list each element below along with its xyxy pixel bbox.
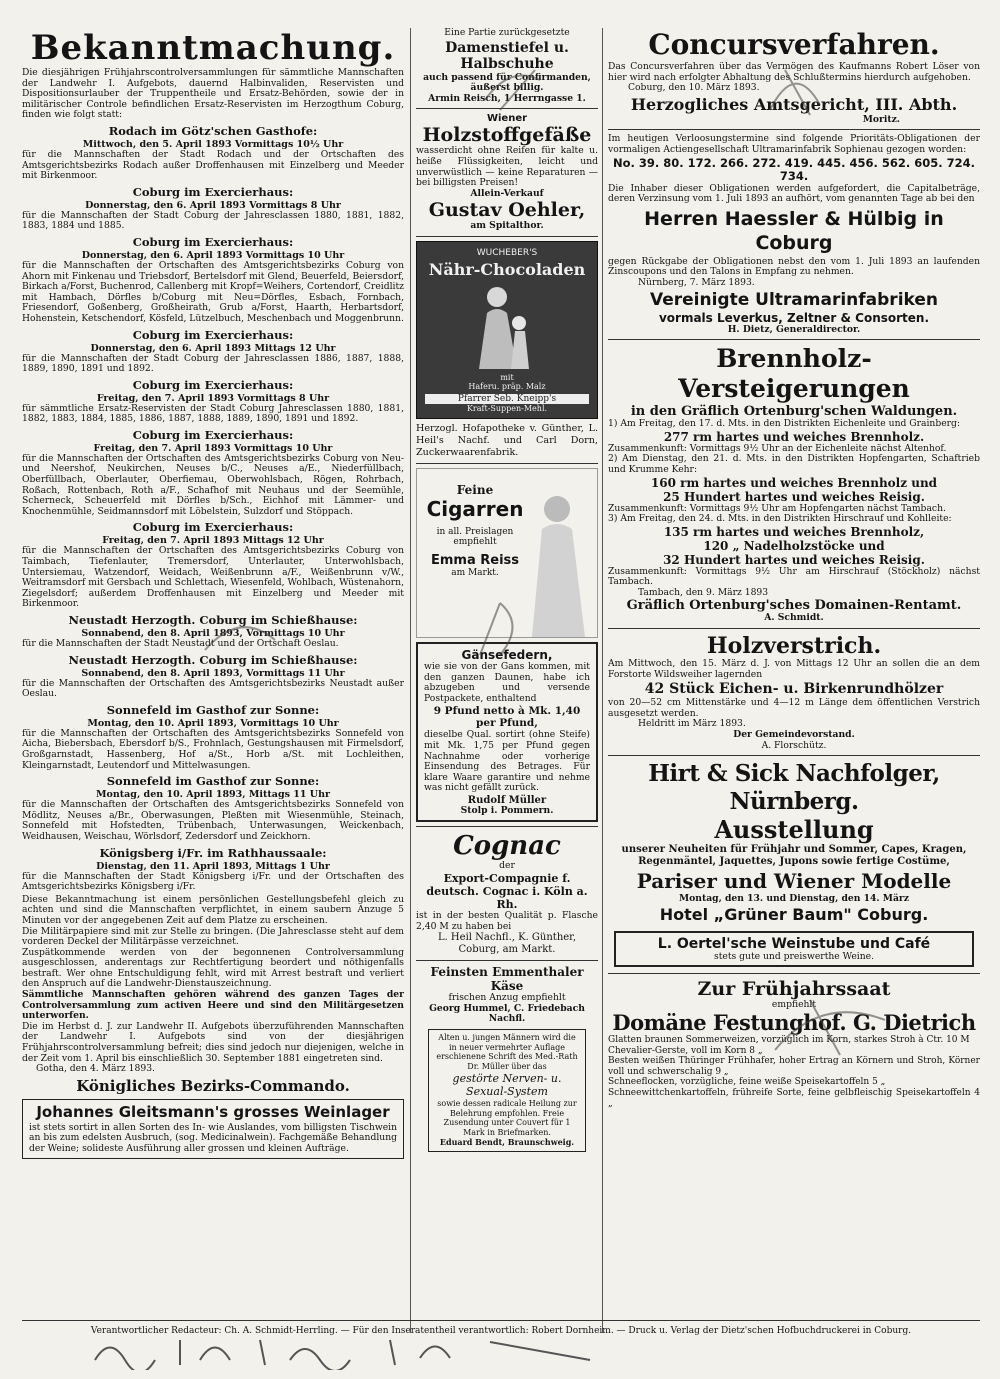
ad-chocolate-text: Herzogl. Hofapotheke v. Günther, L. Heil's Nachf. und Carl Dorn, Zuckerwaarenfabrik.: [416, 422, 598, 458]
ad-firewood-office: Gräflich Ortenburg'sches Domainen-Rentamt.: [626, 598, 962, 614]
session-participants: für die Mannschaften der Stadt Rodach und der Ortschaften des Amtsgerichtsbezirks Rodach außer Droffenhausen mit Einzelberg und Meeder mit Birkenmoor.: [22, 148, 404, 182]
announcement-closing: Sämmtliche Mannschaften gehören während des ganzen Tages der Controlversammlung zum activen Heere und sind den Militärgesetzen unterworfen.: [22, 989, 404, 1022]
ad-bonds-sign: H. Dietz, Generaldirector.: [727, 323, 861, 335]
ad-feathers-title: Gänsefedern,: [461, 647, 553, 662]
announcement-blocks: [22, 124, 404, 893]
session-time: Freitag, den 7. April 1893 Vormittags 10 Uhr: [93, 442, 333, 454]
ad-nervous-text2: sowie dessen radicale Heilung zur Belehrung empfohlen. Freie Zusendung unter Couvert für 1 Mark in Briefmarken.: [437, 1099, 577, 1137]
session-place: Sonnefeld im Gasthof zur Sonne:: [106, 702, 320, 717]
ad-firewood-amount: 32 Hundert hartes und weiches Reisig.: [663, 552, 925, 567]
ad-bonds-company2: vormals Leverkus, Zeltner & Consorten.: [658, 310, 930, 325]
ad-weinstube-text: stets gute und preiswerthe Weine.: [713, 950, 875, 962]
ad-concurs-date: Coburg, den 10. März 1893.: [628, 82, 760, 94]
ad-bonds-bank: Herren Haessler & Hülbig in Coburg: [644, 207, 944, 254]
ad-cognac-dealer: L. Heil Nachfl., K. Günther, Coburg, am Markt.: [437, 932, 577, 956]
session-place: Neustadt Herzogth. Coburg im Schießhause:: [68, 652, 358, 667]
session-place: Coburg im Exercierhaus:: [132, 427, 294, 442]
ad-timber-board: Der Gemeindevorstand.: [733, 729, 855, 741]
session-place: Königsberg i/Fr. im Rathhaussaale:: [99, 845, 327, 860]
ad-shoes-title: Damenstiefel u. Halbschuhe: [445, 39, 569, 72]
ad-concurs-sign: Moritz.: [862, 113, 900, 125]
session-place: Coburg im Exercierhaus:: [132, 184, 294, 199]
ad-feathers-price: 9 Pfund netto à Mk. 1,40 per Pfund,: [433, 705, 581, 730]
ad-nervous-name: Eduard Bendt, Braunschweig.: [439, 1137, 575, 1148]
ad-firewood-title: Brennholz-Versteigerungen: [678, 344, 910, 404]
ad-fashion-dates: Montag, den 13. und Dienstag, den 14. März: [679, 893, 909, 905]
ad-firewood-item: 1) Am Freitag, den 17. d. Mts. in den Distrikten Eichenleite und Grainberg:: [608, 418, 961, 430]
mother-child-illustration: [457, 279, 557, 369]
handwritten-mark: [470, 595, 530, 665]
divider: [608, 973, 980, 974]
handwritten-mark: [770, 990, 890, 1060]
ad-firewood-amount: 277 rm hartes und weiches Brennholz.: [663, 429, 925, 444]
column-middle: [416, 28, 598, 1156]
session-participants: für die Mannschaften der Stadt Neustadt und der Ortschaft Oeslau.: [22, 638, 339, 649]
handwritten-mark: [200, 600, 280, 660]
ad-firewood-amount: 135 rm hartes und weiches Brennholz,: [663, 524, 925, 539]
ad-weinlager: [22, 1099, 404, 1159]
ad-vessels-addr: am Spitalthor.: [470, 220, 544, 232]
newspaper-page: [22, 28, 980, 1348]
ad-cheese-text: frischen Anzug empfiehlt: [448, 992, 566, 1004]
announcement-date: Gotha, den 4. März 1893.: [36, 1063, 155, 1075]
session-place: Rodach im Götz'schen Gasthofe:: [108, 123, 318, 138]
ad-firewood-amount: 160 rm hartes und weiches Brennholz und: [650, 475, 938, 490]
ad-fashion-hotel: Hotel „Grüner Baum" Coburg.: [659, 904, 929, 924]
ad-vessels-name: Gustav Oehler,: [428, 199, 586, 222]
session-time: Sonnabend, den 8. April 1893, Vormittags 11 Uhr: [81, 667, 345, 679]
divider: [608, 755, 980, 756]
imprint-footer: Verantwortlicher Redacteur: Ch. A. Schmidt-Herrling. — Für den Inseratentheil verantwortlich: Robert Dornheim. — Druck u. Verlag der Dietz'schen Hofbuchdruckerei in Coburg.: [22, 1320, 980, 1337]
seed-row: Schneeflocken, vorzügliche, feine weiße Speisekartoffeln 5 „: [608, 1077, 886, 1088]
divider: [416, 960, 598, 961]
ad-vessels-top: Wiener: [486, 113, 528, 125]
ad-firewood-amount: 120 „ Nadelholzstöcke und: [703, 538, 885, 553]
divider: [416, 826, 598, 827]
announcement-title: Bekanntmachung.: [30, 28, 396, 68]
ad-shoes-line2: auch passend für Confirmanden, äußerst billig.: [423, 71, 591, 94]
session-time: Mittwoch, den 5. April 1893 Vormittags 10½ Uhr: [82, 138, 344, 150]
ad-fashion-text: unserer Neuheiten für Frühjahr und Sommer, Capes, Kragen, Regenmäntel, Jaquettes, Jupons sowie fertige Costüme,: [621, 844, 967, 868]
ad-timber-sign: A. Florschütz.: [761, 739, 827, 751]
ad-cheese-title: Feinsten Emmenthaler Käse: [430, 965, 584, 994]
ad-bonds-numbers: No. 39. 80. 172. 266. 272. 419. 445. 456. 562. 605. 724. 734.: [612, 155, 976, 183]
ad-nervous-text1: Alten u. jungen Männern wird die in neuer vermehrter Auflage erschienene Schrift des Med.-Rath Dr. Müller über das: [436, 1033, 578, 1071]
column-left: [22, 28, 404, 1163]
seed-row: Schneewittchenkartoffeln, frühreife Sorte, feine gelbfleischig Speisekartoffeln 4 „: [608, 1087, 980, 1109]
ad-seeds-name: Domäne Festunghof. G. Dietrich: [612, 1010, 976, 1035]
ad-cigars-title2: Cigarren: [426, 496, 524, 521]
ad-concurs-text: Das Concursverfahren über das Vermögen des Kaufmanns Robert Löser von hier wird nach erfolgter Abhaltung des Schlußtermins hierdurch aufgehoben.: [608, 61, 980, 83]
column-divider: [410, 28, 411, 1333]
handwritten-mark: [480, 60, 550, 120]
session-place: Coburg im Exercierhaus:: [132, 234, 294, 249]
ad-weinstube: [614, 931, 974, 968]
announcement-closing: Zuspätkommende werden von der begonnenen Controlversammlung ausgeschlossen, anderentags zur Rechtfertigung beordert und nöthigenfalls bestraft. Wer ohne Entschuldigung fehlt, wird mit Arrest bestraft und verliert den Anspruch auf die Landwehr-Dienstauszeichnung.: [22, 946, 404, 990]
announcement-signature: Königliches Bezirks-Commando.: [76, 1076, 350, 1095]
column-divider: [602, 28, 603, 1333]
ad-fashion-models: Pariser und Wiener Modelle: [636, 869, 952, 894]
session-participants: für die Mannschaften der Stadt Coburg der Jahresclassen 1880, 1881, 1882, 1883, 1884 und 1885.: [22, 209, 404, 232]
ad-firewood-item: 3) Am Freitag, den 24. d. Mts. in den Distrikten Hirschrauf und Kohlleite:: [608, 513, 952, 525]
ad-cigars-title1: Feine: [456, 482, 494, 497]
session-participants: für die Mannschaften der Ortschaften des Amtsgerichtsbezirks Coburg von Ahorn mit Finkenau und Triebsdorf, Bertelsdorf mit Glend, Beuerfeld, Beiersdorf, Birkach a/Forst, Buchenrod, Callenberg mit Kropf=Weihers, Cortendorf, Creidlitz mit Hambach, Dörfles b/Coburg mit Neu=Dörfles, Esbach, Fornbach, Friesendorf, Goßenberg, Großheirath, Grub a/Forst, Haarth, Herbartsdorf, Hohenstein, Ketschendorf, Kösfeld, Lützelbuch, Meschenbach und Moggenbrunn.: [22, 259, 404, 324]
ad-timber-text: Am Mittwoch, den 15. März d. J. von Mittags 12 Uhr an sollen die an dem Forstorte Wildsweiher lagernden: [608, 658, 980, 680]
handwritten-totals: [90, 1330, 610, 1370]
ad-cheese-name: Georg Hummel, C. Friedebach Nachfl.: [429, 1002, 585, 1025]
ad-feathers-place: Stolp i. Pommern.: [460, 804, 554, 816]
ad-chocolate-sub1: mit: [500, 372, 514, 382]
seed-row: Besten weißen Thüringer Frühhafer, hoher Ertrag an Körnern und Stroh, Körner voll und schwerschalig 9 „: [608, 1056, 980, 1077]
session-participants: für die Mannschaften der Ortschaften des Amtsgerichtsbezirks Coburg von Neu- und Neershof, Neukirchen, Neuses b/C., Neuses a/E., Niederfüllbach, Oberfüllbach, Oberlauter, Oberfiemau, Oberwohlsbach, Rögen, Rohrbach, Roßach, Rottenbach, Roth a/F., Schafhof mit Neuhaus und der Seemühle, Scherneck, Scheuerfeld mit Dörfles b/Sch., Eichhof mit Lämmer- und Knochenmühle, Seidmannsdorf mit Löbelstein, Sulzdorf und Stöppach.: [22, 452, 404, 517]
ad-cognac-title: Cognac: [453, 831, 561, 862]
column-right: [608, 28, 980, 1109]
ad-concurs-court: Herzogliches Amtsgericht, III. Abth.: [630, 94, 958, 114]
ad-feathers-name: Rudolf Müller: [467, 794, 547, 806]
session-time: Freitag, den 7. April 1893 Mittags 12 Uhr: [102, 535, 324, 547]
ad-fashion-title: Hirt & Sick Nachfolger, Nürnberg.: [648, 760, 940, 816]
ad-firewood-sign: A. Schmidt.: [764, 612, 824, 624]
ad-timber-items: 42 Stück Eichen- u. Birkenrundhölzer: [644, 681, 944, 698]
session-place: Coburg im Exercierhaus:: [132, 377, 294, 392]
ad-concurs-title: Concursverfahren.: [648, 28, 940, 61]
ad-nervous-title: gestörte Nerven- u. Sexual-System: [452, 1072, 562, 1099]
seed-row: Chevalier-Gerste, voll im Korn 8 „: [608, 1045, 763, 1056]
ad-firewood-meeting: Zusammenkunft: Vormittags 9½ Uhr an der Eichenleite nächst Altenhof.: [608, 442, 947, 454]
ad-chocolate-maker: Pfarrer Seb. Kneipp's: [425, 394, 589, 404]
session-place: Neustadt Herzogth. Coburg im Schießhause:: [68, 613, 358, 627]
divider: [608, 628, 980, 629]
ad-bonds-company: Vereinigte Ultramarinfabriken: [649, 289, 938, 310]
session-place: Sonnefeld im Gasthof zur Sonne:: [106, 774, 320, 789]
session-time: Donnerstag, den 6. April 1893 Mittags 12 Uhr: [90, 342, 336, 354]
announcement-closing: Die Militärpapiere sind mit zur Stelle zu bringen. (Die Jahresclasse steht auf dem vorderen Deckel der Militärpässe verzeichnet.: [22, 925, 404, 948]
session-participants: für die Mannschaften der Stadt Coburg der Jahresclassen 1886, 1887, 1888, 1889, 1890, 1891 und 1892.: [22, 352, 404, 375]
ad-feathers-text: wie sie von der Gans kommen, mit den ganzen Daunen, habe ich abzugeben und versende Postpackete, enthaltend: [424, 660, 590, 704]
session-time: Donnerstag, den 6. April 1893 Vormittags 10 Uhr: [81, 249, 345, 261]
ad-cognac-text: ist in der besten Qualität p. Flasche 2,40 M zu haben bei: [416, 910, 598, 932]
ad-bonds-text: Im heutigen Verloosungstermine sind folgende Prioritäts-Obligationen der vormaligen Actiengesellschaft Ultramarinfabrik Sophienau gezogen worden:: [608, 133, 980, 155]
session-time: Montag, den 10. April 1893, Vormittags 10 Uhr: [87, 717, 339, 729]
ad-cigars-text: in all. Preislagen empfiehlt: [436, 526, 514, 547]
ad-timber-text2: von 20—52 cm Mittenstärke und 4—12 m Länge dem öffentlichen Verstrich ausgesetzt werden.: [608, 697, 980, 719]
ad-vessels-title: Holzstoffgefäße: [422, 124, 592, 147]
ad-timber-title: Holzverstrich.: [706, 633, 882, 660]
session-participants: für die Mannschaften der Ortschaften des Amtsgerichtsbezirks Neustadt außer Oeslau.: [22, 677, 404, 700]
ad-weinlager-text: ist stets sortirt in allen Sorten des In- wie Auslandes, vom billigsten Tischwein an bis zum edelsten Ausbruch, (sog. Medicinalwein). Fachgemäße Behandlung der Weine; solideste Ausführung aller grossen und kleinen Aufträge.: [29, 1121, 397, 1154]
ad-fashion-head: Ausstellung: [714, 815, 874, 845]
ad-timber-date: Heldritt im März 1893.: [638, 718, 746, 730]
ad-firewood-amount: 25 Hundert hartes und weiches Reisig.: [663, 489, 925, 504]
ad-weinlager-title: Johannes Gleitsmann's grosses Weinlager: [36, 1102, 390, 1121]
session-time: Donnerstag, den 6. April 1893 Vormittags 8 Uhr: [85, 199, 341, 211]
ad-weinstube-title: L. Oertel'sche Weinstube und Café: [657, 935, 931, 952]
ad-seeds-title: Zur Frühjahrssaat: [697, 978, 891, 1001]
divider: [416, 463, 598, 464]
ad-feathers-text2: dieselbe Qual. sortirt (ohne Steife) mit Mk. 1,75 per Pfund gegen Nachnahme oder vorherige Einsendung des Betrages. Für klare Waare garantire und nehme was nicht gefällt zurück.: [424, 729, 590, 794]
ad-firewood-meeting: Zusammenkunft: Vormittags 9½ Uhr am Hirschrauf (Stöckholz) nächst Tambach.: [608, 565, 980, 588]
ad-chocolate-kind: Kraft-Suppen-Mehl.: [466, 403, 548, 413]
ad-chocolate-sub2: Haferu. präp. Malz: [468, 381, 546, 391]
ad-firewood-date: Tambach, den 9. März 1893: [638, 586, 769, 598]
ad-chocolate-brand: WUCHEBER'S: [476, 247, 538, 258]
ad-bonds-text3: gegen Rückgabe der Obligationen nebst den vom 1. Juli 1893 an laufenden Zinscoupons und den Talons in Empfang zu nehmen.: [608, 255, 980, 278]
ad-bonds-text2: Die Inhaber dieser Obligationen werden aufgefordert, die Capitalbeträge, deren Verzinsung vom 1. Juli 1893 an aufhört, vom genannten Tage ab bei den: [608, 182, 980, 205]
divider: [608, 129, 980, 130]
session-participants: für die Mannschaften der Stadt Königsberg i/Fr. und der Ortschaften des Amtsgerichtsbezirks Königsberg i/Fr.: [22, 870, 404, 893]
session-place: Coburg im Exercierhaus:: [132, 327, 294, 342]
ad-cigars-name: Emma Reiss: [430, 552, 520, 568]
session-time: Dienstag, den 11. April 1893, Mittags 1 Uhr: [96, 860, 330, 872]
announcement-intro: Die diesjährigen Frühjahrscontrolversammlungen für sämmtliche Mannschaften der Landwehr I. Aufgebots, dauernd Halbinvaliden, Reservisten und Dispositionsurlauber der Truppentheile und Ersatz-Behörden, sowie der in militärischer Controle befindlichen Ersatz-Reservisten im Herzogthum Coburg, finden wie folgt statt:: [22, 67, 404, 121]
ad-chocolate-illustration: [416, 241, 598, 419]
session-participants: für die Mannschaften der Ortschaften des Amtsgerichtsbezirks Sonnefeld von Mödlitz, Neuses a/Br., Oberwasungen, Pleßten mit Wiesenmühle, Steinach, Sonnefeld mit Hofstedten, Trübenbach, Unterwasungen, Weickenbach, Weidhausen, Weischau, Wörlsdorf, Zedersdorf und Zeickhorn.: [22, 799, 404, 842]
divider: [416, 236, 598, 237]
session-place: Coburg im Exercierhaus:: [132, 520, 294, 535]
ad-shoes-line3: Armin Reisch, 1 Herrngasse 1.: [428, 92, 586, 104]
divider: [608, 339, 980, 340]
ad-firewood-meeting: Zusammenkunft: Vormittags 9½ Uhr am Hopfengarten nächst Tambach.: [608, 502, 946, 514]
handwritten-mark: [760, 60, 830, 120]
ad-cigars-place: am Markt.: [451, 567, 499, 578]
ad-feathers: [416, 642, 598, 823]
session-participants: für sämmtliche Ersatz-Reservisten der Stadt Coburg Jahresclassen 1880, 1881, 1882, 1883, 1884, 1885, 1886, 1887, 1888, 1889, 1890, 1891 und 1892.: [22, 402, 404, 425]
ad-shoes-line1: Eine Partie zurückgesetzte: [444, 28, 570, 38]
ad-vessels-sale: Allein-Verkauf: [470, 187, 544, 199]
ad-firewood-sub: in den Gräflich Ortenburg'schen Waldungen.: [630, 404, 958, 420]
ad-bonds-date: Nürnberg, 7. März 1893.: [638, 276, 755, 288]
session-time: Montag, den 10. April 1893, Mittags 11 Uhr: [96, 789, 330, 801]
ad-chocolate-product: Nähr-Chocoladen: [428, 259, 586, 279]
session-participants: für die Mannschaften der Ortschaften des Amtsgerichtsbezirks Sonnefeld von Aicha, Biebersbach, Ebersdorf b/S., Frohnlach, Gestungshausen mit Firmelsdorf, Großgarnstadt, Hassenberg, Hof a/St., Horb a/St. mit Lochleithen, Kleingarnstadt, Leutendorf und Mittelwasungen.: [22, 727, 404, 771]
seed-row: Glatten braunen Sommerweizen, vorzüglich im Korn, starkes Stroh à Ctr. 10 M: [608, 1035, 970, 1045]
ad-vessels-text: wasserdicht ohne Reifen für kalte u. heiße Flüssigkeiten, leicht und unverwüstlich — keine Reparaturen — bei billigsten Preisen!: [416, 145, 598, 189]
ad-nervous-system: [428, 1029, 586, 1152]
ad-seeds-sub: empfiehlt: [771, 999, 817, 1011]
session-time: Sonnabend, den 8. April 1893, Vormittags 10 Uhr: [81, 628, 345, 639]
ad-firewood-item: 2) Am Dienstag, den 21. d. Mts. in den Distrikten Hopfengarten, Schaftrieb und Krumme Kehr:: [608, 453, 980, 475]
session-participants: für die Mannschaften der Ortschaften des Amtsgerichtsbezirks Coburg von Taimbach, Tiefenlauter, Tremersdorf, Unterlauter, Unterwohlsbach, Untersiemau, Watzendorf, Weidach, Weißenbrunn a/F., Weißenbrunn v/W., Weitramsdorf mit Gersbach und Schlettach, Wiesenfeld, Wohlbach, Wüstenahorn, Ziegelsdorf; außerdem Droffenhausen mit Einzelberg und Meeder mit Birkenmoor.: [22, 545, 404, 610]
announcement-closing: Die im Herbst d. J. zur Landwehr II. Aufgebots überzuführenden Mannschaften der Landwehr I. Aufgebots sind von der diesjährigen Frühjahrscontrolversammlung befreit; dies sind jedoch nur diejenigen, welche in der Zeit vom 1. April bis einschließlich 30. September 1881 eingetreten sind.: [22, 1020, 404, 1064]
session-time: Freitag, den 7. April 1893 Vormittags 8 Uhr: [96, 392, 330, 404]
announcement-closing: Diese Bekanntmachung ist einem persönlichen Gestellungsbefehl gleich zu achten und sind die Mannschaften verpflichtet, in einem saubern Anzuge 5 Minuten vor der angegebenen Zeit auf dem Platze zu erscheinen.: [22, 893, 404, 926]
ad-cognac-sub: der: [499, 860, 515, 872]
ad-cognac-company: Export-Compagnie f. deutsch. Cognac i. Köln a. Rh.: [426, 872, 588, 912]
